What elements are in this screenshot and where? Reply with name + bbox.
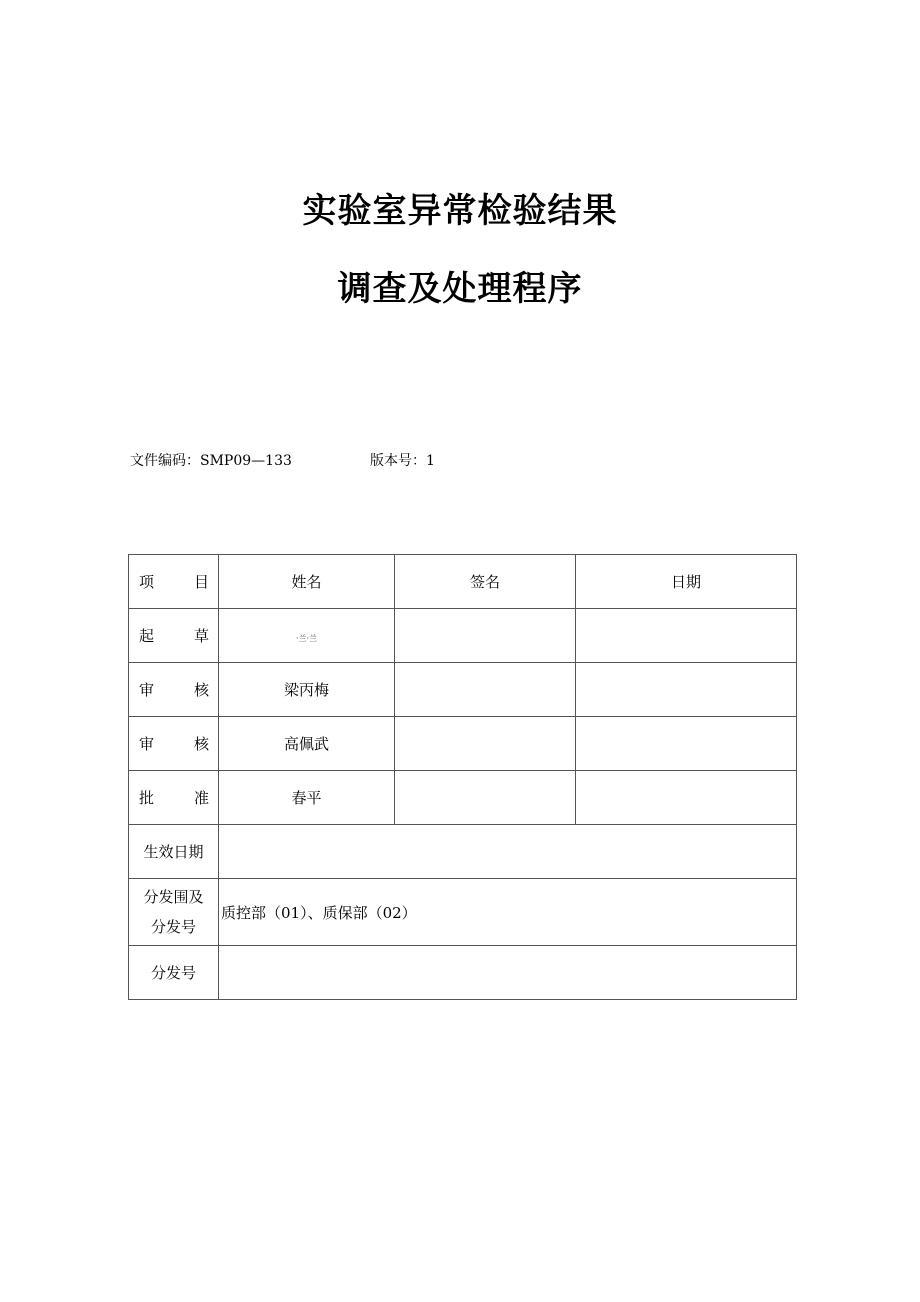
name-cell [219, 609, 395, 663]
name-cell: 梁丙梅 [219, 663, 395, 717]
signature-cell [395, 771, 576, 825]
drafter-name: ·兰·兰 [295, 633, 318, 643]
distribution-number-row [129, 946, 797, 1000]
effective-date-row [129, 825, 797, 879]
document-title-line1: 实验室异常检验结果 [302, 191, 618, 231]
role-char2: 核 [193, 681, 209, 699]
role-char1: 审 [139, 681, 155, 699]
distribution-row [129, 879, 797, 946]
approval-table [128, 554, 797, 1000]
document-title-line2: 调查及处理程序 [337, 269, 583, 309]
role-char1: 审 [139, 735, 155, 753]
header-signature: 签名 [395, 555, 576, 609]
version-number: 版本号：1 [370, 453, 435, 469]
name-cell: 高佩武 [219, 717, 395, 771]
role-cell [129, 609, 219, 663]
table-row [129, 771, 797, 825]
role-char2: 准 [193, 789, 209, 807]
table-row [129, 717, 797, 771]
document-meta [130, 450, 435, 470]
effective-date-value [219, 825, 797, 879]
distribution-value: 质控部（01）、质保部（02） [219, 879, 797, 946]
distribution-number-label: 分发号 [129, 946, 219, 1000]
signature-cell [395, 663, 576, 717]
distribution-label [129, 879, 219, 946]
header-item [129, 555, 219, 609]
name-cell: 春平 [219, 771, 395, 825]
table-row [129, 609, 797, 663]
role-char2: 核 [193, 735, 209, 753]
distribution-label-line1: 分发围及 [143, 888, 204, 906]
signature-cell [395, 717, 576, 771]
file-code: 文件编码：SMP09—133 [130, 453, 292, 469]
header-name: 姓名 [219, 555, 395, 609]
role-char1: 起 [139, 627, 155, 645]
table-row [129, 663, 797, 717]
date-cell [576, 663, 797, 717]
role-char1: 批 [139, 789, 155, 807]
signature-cell [395, 609, 576, 663]
distribution-number-value [219, 946, 797, 1000]
date-cell [576, 717, 797, 771]
effective-date-label: 生效日期 [129, 825, 219, 879]
header-item-char2: 目 [193, 573, 209, 591]
table-header-row [129, 555, 797, 609]
date-cell [576, 609, 797, 663]
header-item-char1: 项 [139, 573, 155, 591]
distribution-label-line2: 分发号 [150, 918, 196, 936]
role-cell [129, 771, 219, 825]
date-cell [576, 771, 797, 825]
header-date: 日期 [576, 555, 797, 609]
role-cell [129, 663, 219, 717]
role-char2: 草 [193, 627, 209, 645]
role-cell [129, 717, 219, 771]
